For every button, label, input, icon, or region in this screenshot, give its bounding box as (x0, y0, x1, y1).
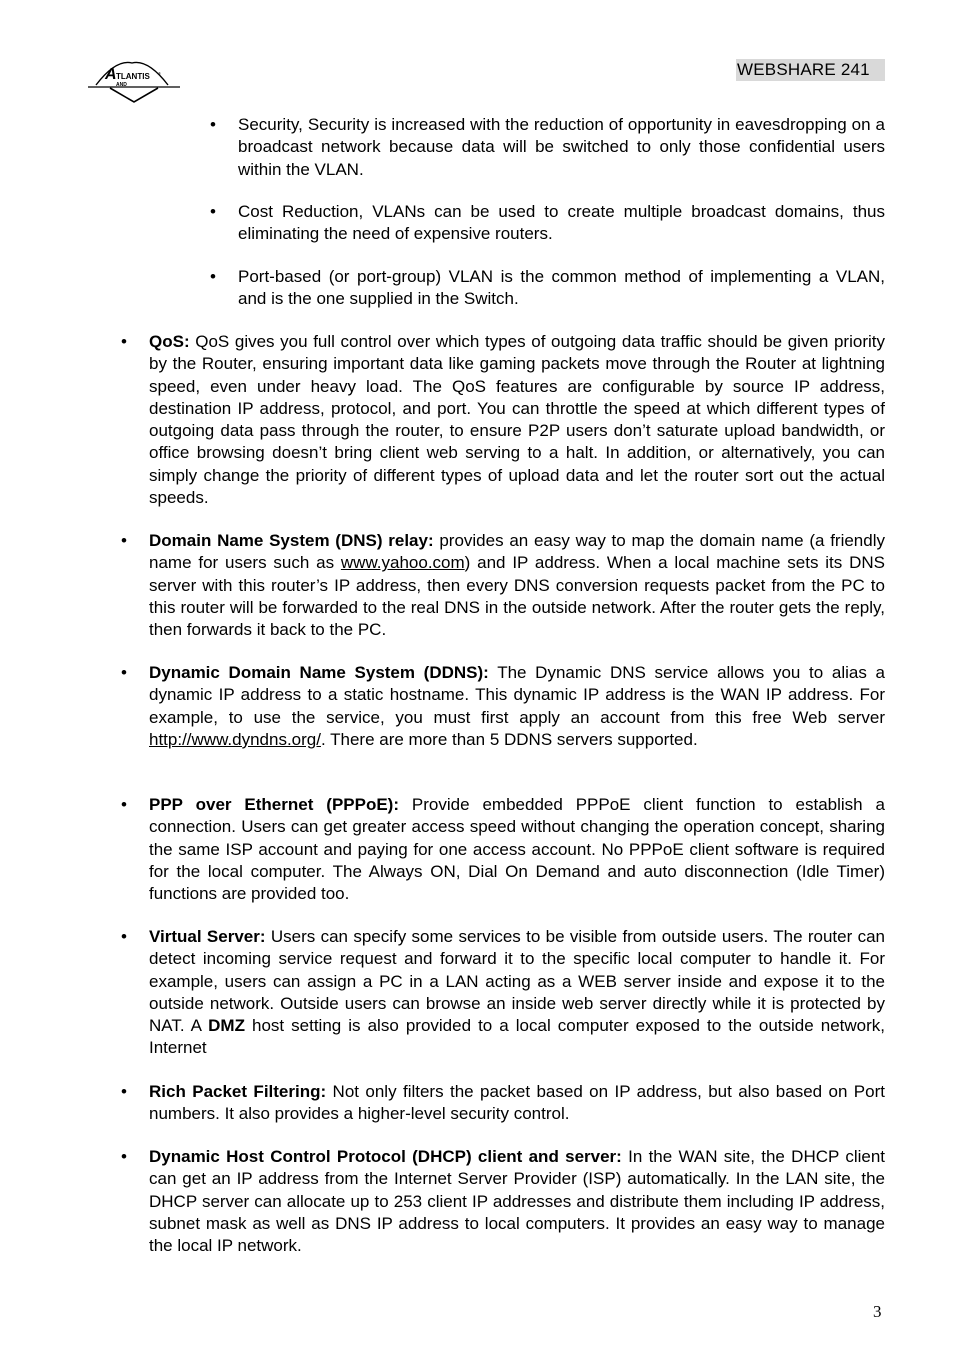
feature-text: provides an easy way to map the domain name (a friendly name for users such as (149, 531, 885, 573)
sub-bullet-security: Security, Security is increased with the reduction of opportunity in eavesdropping on a broadcast network because data will be switched to only those confidential users within the VLAN. (238, 115, 885, 179)
feature-dhcp (149, 1146, 885, 1257)
yahoo-link[interactable]: www.yahoo.com (340, 553, 465, 573)
atlantis-land-logo (86, 57, 182, 103)
page-number: 3 (873, 1302, 882, 1321)
bullet-icon: • (121, 663, 127, 682)
logo-icon (86, 57, 182, 103)
feature-text: Users can specify some services to be visible from outside users. The router can detect incoming service request and forward it to the specific local computer to handle it. For example, users can assign a PC in a LAN acting as a WEB server inside and expose it to the outside network. Outside users can browse an inside web server directly while it is protected by NAT. A (149, 927, 885, 1036)
bullet-icon: • (121, 1082, 127, 1101)
bullet-icon: • (121, 1147, 127, 1166)
feature-virtual-server (149, 926, 885, 1060)
bullet-icon: • (210, 202, 216, 221)
feature-title: Dynamic Host Control Protocol (DHCP) client and server: (149, 1147, 622, 1166)
dyndns-link[interactable]: http://www.dyndns.org/ (149, 729, 321, 749)
dmz-term: DMZ (208, 1016, 245, 1036)
feature-text: QoS gives you full control over which types of outgoing data traffic should be given priority by the Router, ensuring important data like gaming packets move through the Router at lightning speed, even under heavy load. The QoS features are configurable by source IP address, destination IP address, protocol, and port. You can throttle the speed at which different types of outgoing data pass through the router, to ensure P2P users don’t saturate upload bandwidth, or office browsing doesn’t bring client web serving to a halt. In addition, or alternatively, you can simply change the priority of different types of upload data and let the router sort out the actual speeds. (149, 332, 885, 508)
svg-text:®: ® (158, 71, 161, 76)
document-title: WEBSHARE 241 (736, 59, 885, 81)
feature-title: Virtual Server: (149, 927, 266, 946)
svg-text:TLANTIS: TLANTIS (116, 72, 150, 81)
feature-text: host setting is also provided to a local computer exposed to the outside network, Internet (149, 1016, 885, 1058)
feature-packet-filtering (149, 1081, 885, 1126)
feature-title: PPP over Ethernet (PPPoE): (149, 795, 400, 814)
feature-pppoe (149, 794, 885, 905)
feature-text: Provide embedded PPPoE client function to establish a connection. Users can get greater access speed without changing the operation concept, sharing the same ISP account and paying for one access account. No PPPoE client software is required for the local computer. The Always ON, Dial On Demand and auto disconnection (Idle Timer) functions are provided too. (149, 795, 885, 904)
bullet-icon: • (210, 115, 216, 134)
feature-title: Domain Name System (DNS) relay: (149, 531, 434, 550)
feature-text: In the WAN site, the DHCP client can get an IP address from the Internet Server Provider (ISP) automatically. In the LAN site, the DHCP server can allocate up to 253 client IP addresses and distribute them including IP address, subnet mask as well as DNS IP address to local computers. It provides an easy way to manage the local IP network. (149, 1147, 886, 1256)
feature-text: Not only filters the packet based on IP address, but also based on Port numbers. It also provides a higher-level security control. (149, 1082, 885, 1124)
feature-text: The Dynamic DNS service allows you to alias a dynamic IP address to a static hostname. This dynamic IP address is the WAN IP address. For example, to use the service, you must first apply an account from this free Web server (149, 663, 886, 727)
svg-text:A: A (105, 66, 117, 83)
feature-title: QoS: (149, 332, 190, 351)
bullet-icon: • (121, 531, 127, 550)
bullet-icon: • (210, 267, 216, 286)
feature-title: Dynamic Domain Name System (DDNS): (149, 663, 489, 682)
bullet-icon: • (121, 795, 127, 814)
feature-text: ) and IP address. When a local machine sets its DNS server with this router’s IP address, then every DNS conversion requests packet from the PC to this router will be forwarded to the real DNS in the outside network. After the router gets the reply, then forwards it back to the PC. (149, 553, 885, 640)
feature-dns-relay (149, 530, 885, 641)
bullet-icon: • (121, 927, 127, 946)
feature-title: Rich Packet Filtering: (149, 1082, 327, 1101)
feature-qos (149, 331, 885, 509)
feature-ddns (149, 662, 885, 751)
svg-text:AND: AND (116, 82, 127, 88)
feature-text: . There are more than 5 DDNS servers supported. (320, 729, 698, 749)
sub-bullet-cost-reduction: Cost Reduction, VLANs can be used to create multiple broadcast domains, thus eliminating the need of expensive routers. (238, 202, 885, 244)
sub-bullet-port-based: Port-based (or port-group) VLAN is the common method of implementing a VLAN, and is the one supplied in the Switch. (238, 267, 885, 309)
bullet-icon: • (121, 332, 127, 351)
